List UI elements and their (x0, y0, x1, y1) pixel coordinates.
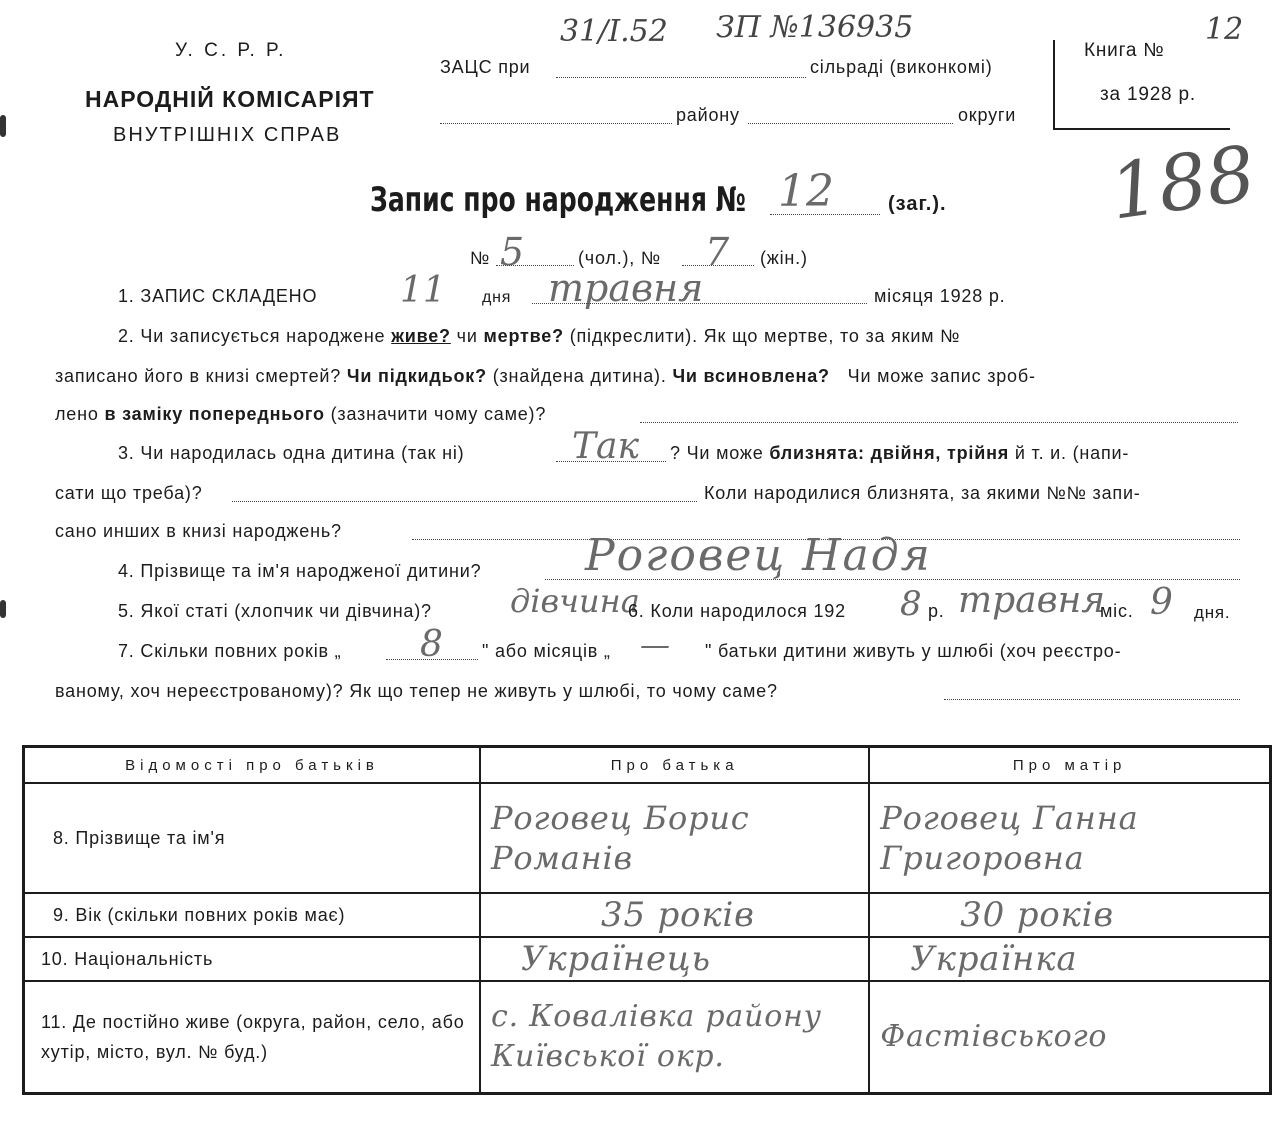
male-number: 5 (500, 230, 525, 274)
male-label: (чол.), № (578, 248, 661, 268)
q3-twins: близнята: (769, 443, 865, 463)
mother-name: Роговец Ганна Григоровна (880, 799, 1139, 877)
q2-adopted: Чи всиновлена? (672, 366, 830, 386)
q1-label: 1. ЗАПИС СКЛАДЕНО (118, 286, 318, 306)
q2-line2-text-b: (знайдена дитина). (492, 366, 667, 386)
q2-line3 (55, 404, 546, 425)
q6-label: 6. Коли народилося 192 (628, 601, 846, 621)
record-number-blank (770, 214, 880, 215)
father-nationality: Українець (521, 939, 711, 979)
mother-age: 30 років (960, 895, 1114, 935)
commissariat-subtitle: ВНУТРІШНІХ СПРАВ (113, 124, 342, 146)
q2-line1 (118, 326, 960, 347)
q7-line1-b: " або місяців „ (482, 641, 611, 661)
q2-text-b: чи (456, 326, 478, 346)
q1-day: 11 (400, 270, 446, 311)
q3-line2-b: Коли народилися близнята, за якими №№ запи- (704, 483, 1141, 503)
okrug-label: округи (958, 105, 1017, 125)
q3-line2-a: сати що треба)? (55, 483, 203, 503)
zags-prefix: ЗАЦС при (440, 57, 531, 77)
q3-line1-a: 3. Чи народилась одна дитина (так ні) (118, 443, 465, 463)
q6-year-label: р. (928, 601, 945, 621)
q2-replacement: в заміку попереднього (104, 404, 325, 424)
q3-answer-blank (556, 461, 666, 462)
q3-text-c: й т. и. (напи- (1014, 443, 1130, 463)
q3-answer: Так (572, 426, 639, 467)
mother-nationality: Українка (910, 939, 1078, 979)
parents-table (22, 745, 1272, 1095)
handwritten-page-number: 12 (1205, 12, 1244, 47)
q3-line1-b (670, 443, 1129, 464)
margin-number: 188 (1104, 128, 1261, 237)
male-prefix: № (470, 248, 491, 268)
father-age-cell (480, 893, 869, 937)
table-row (24, 893, 1271, 937)
female-number: 7 (705, 230, 730, 274)
q3-triple: трійня (947, 443, 1010, 463)
q4-answer: Роговец Надя (585, 530, 932, 581)
q7-line2: ваному, хоч нереєстрованому)? Як що тепер не живуть у шлюбі, то чому саме? (55, 681, 778, 701)
q1-month-label: місяця 1928 р. (874, 286, 1006, 306)
record-title-text: Запис про народження № (370, 180, 746, 220)
table-row (24, 981, 1271, 1094)
record-total-suffix: (заг.). (888, 193, 947, 215)
father-residence-cell (480, 981, 869, 1094)
q2-line3-text-a: лено (55, 404, 99, 424)
commissariat-title: НАРОДНІЙ КОМІСАРІЯТ (85, 86, 375, 112)
q2-line2-text-c: Чи може запис зроб- (847, 366, 1036, 386)
father-name-cell (480, 783, 869, 893)
zags-blank (556, 77, 806, 78)
mother-residence: Фастівського (880, 1019, 1108, 1054)
q3-text-b: ? Чи може (670, 443, 764, 463)
okrug-blank (748, 123, 953, 124)
book-label: Книга № (1084, 40, 1165, 61)
table-row (24, 937, 1271, 981)
q2-foundling: Чи підкидьок? (346, 366, 487, 386)
father-nationality-cell (480, 937, 869, 981)
record-title (370, 180, 746, 220)
father-name: Роговец Борис Романів (491, 799, 750, 877)
q4-blank (545, 579, 1240, 580)
q2-alive: живе? (391, 326, 451, 346)
q7-years-blank (386, 659, 478, 660)
district-blank (440, 123, 672, 124)
q6-month: травня (958, 580, 1106, 621)
republic-label: У. С. Р. Р. (175, 40, 287, 61)
q5-label: 5. Якої статі (хлопчик чи дівчина)? (118, 601, 432, 621)
row-label-age: 9. Вік (скільки повних років має) (24, 893, 481, 937)
year-label: за 1928 р. (1100, 84, 1196, 105)
q6-day-label: дня. (1194, 603, 1231, 622)
q7-line2-blank (944, 699, 1240, 700)
q2-dead: мертве? (483, 326, 564, 346)
q6-year: 8 (900, 584, 922, 624)
q4-label: 4. Прізвище та ім'я народженої дитини? (118, 561, 482, 581)
q7-years: 8 (420, 624, 443, 665)
header-father: Про батька (480, 747, 869, 784)
header-parents-info: Відомості про батьків (24, 747, 481, 784)
table-row (24, 783, 1271, 893)
father-age: 35 років (601, 895, 755, 935)
mother-nationality-cell (869, 937, 1270, 981)
q2-blank (640, 422, 1238, 423)
q7-line1-c: " батьки дитини живуть у шлюбі (хоч реєстро- (705, 641, 1122, 661)
mother-age-cell (869, 893, 1270, 937)
record-number: 12 (778, 166, 834, 217)
father-residence: с. Ковалівка району Київської окр. (491, 999, 822, 1074)
table-header-row (24, 747, 1271, 784)
q6-day: 9 (1150, 582, 1173, 623)
q5-answer: дівчина (510, 582, 640, 620)
q2-line2-text-a: записано його в книзі смертей? (55, 366, 342, 386)
handwritten-date: 31/I.52 (560, 14, 668, 49)
row-label-name: 8. Прізвище та ім'я (24, 783, 481, 893)
q2-line2 (55, 366, 1036, 387)
row-label-residence: 11. Де постійно живе (округа, район, село, або хутір, місто, вул. № буд.) (24, 981, 481, 1094)
q1-day-label: дня (482, 289, 512, 306)
binding-mark (0, 600, 6, 618)
binding-mark (0, 115, 6, 137)
mother-name-cell (869, 783, 1270, 893)
q7-line1-a: 7. Скільки повних років „ (118, 641, 342, 661)
mother-residence-cell (869, 981, 1270, 1094)
q2-text-c: (підкреслити). Як що мертве, то за яким № (569, 326, 961, 346)
q1-month: травня (548, 266, 704, 310)
handwritten-reference: ЗП №136935 (716, 10, 914, 45)
header-mother: Про матір (869, 747, 1270, 784)
q1-month-blank (532, 303, 867, 304)
female-label: (жін.) (760, 248, 808, 268)
q3-double: двійня, (870, 443, 942, 463)
q6-month-label: міс. (1100, 601, 1134, 621)
q3-line2-blank (232, 501, 697, 502)
q7-months: — (640, 628, 670, 663)
row-label-nationality: 10. Національність (24, 937, 481, 981)
district-label: району (676, 105, 740, 125)
zags-suffix: сільраді (виконкомі) (810, 57, 993, 77)
q2-text-a: 2. Чи записується народжене (118, 326, 386, 346)
q3-line3: сано инших в книзі народжень? (55, 521, 342, 541)
q2-line3-text-b: (зазначити чому саме)? (330, 404, 547, 424)
